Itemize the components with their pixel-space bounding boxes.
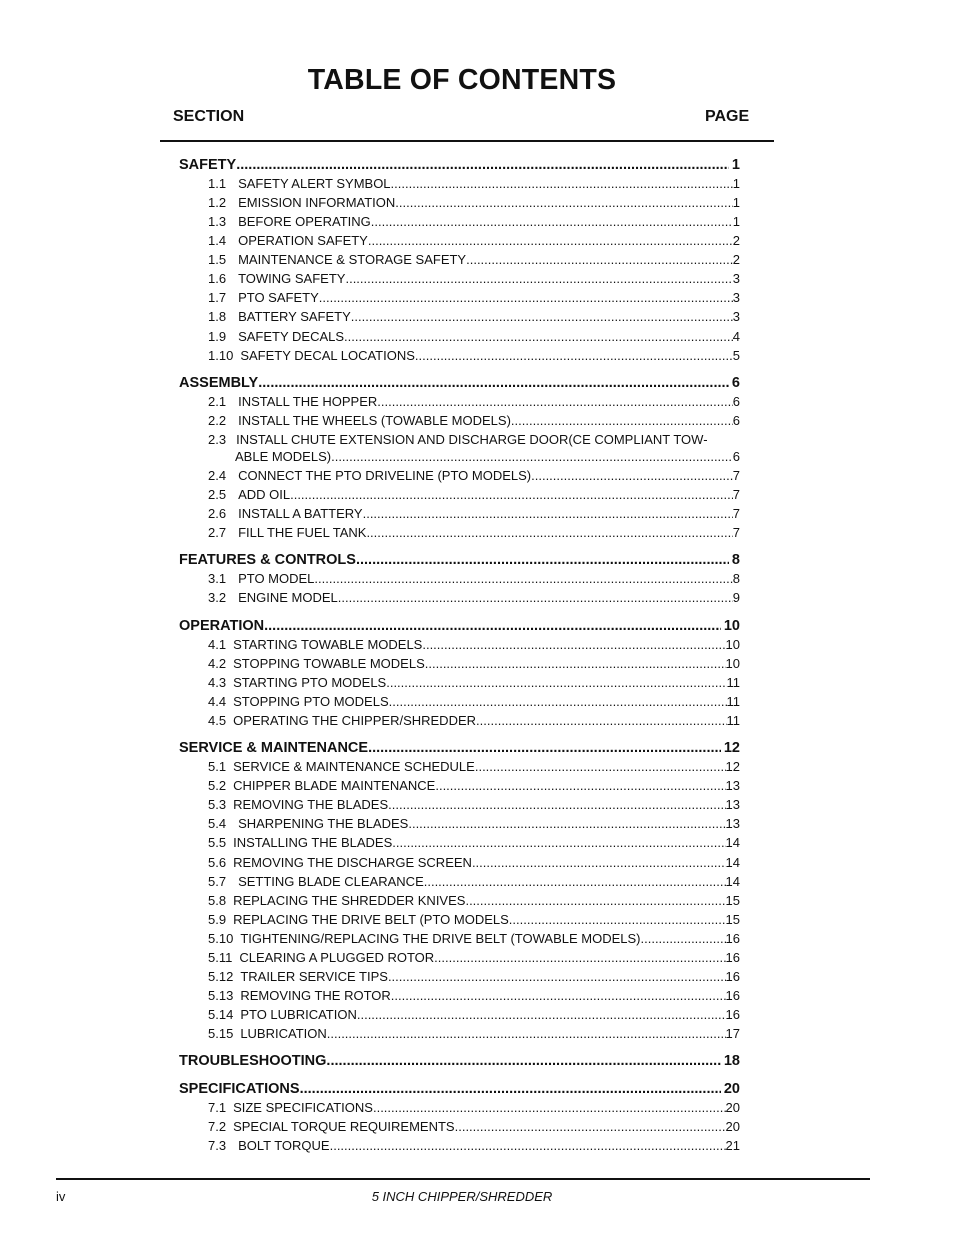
toc-subsection-entry[interactable] [208,589,740,606]
toc-section-entry[interactable] [179,739,740,757]
toc-entry-page: 20 [725,1100,740,1115]
toc-entry-page: 16 [725,1007,740,1022]
toc-entry-title: SAFETY ALERT SYMBOL [238,176,391,191]
toc-entry-title: CLEARING A PLUGGED ROTOR [239,950,435,965]
page-column-header: PAGE [705,108,750,125]
toc-entry-page: 16 [725,950,740,965]
toc-entry-title: TOWING SAFETY [238,271,346,286]
toc-entry-number: 1.8 [208,309,227,324]
toc-entry-number: 1.5 [208,252,227,267]
toc-entry-number: 2.2 [208,413,227,428]
dot-leader [236,156,729,174]
toc-entry-title: LUBRICATION [240,1026,327,1041]
toc-entry-title: FEATURES & CONTROLS [179,552,356,568]
toc-entry-title: CHIPPER BLADE MAINTENANCE [233,778,436,793]
dot-leader [425,655,726,672]
toc-subsection-entry[interactable] [208,1137,740,1154]
dot-leader [356,551,729,569]
toc-entry-page: 5 [732,348,740,363]
toc-entry-number: 1.7 [208,290,227,305]
dot-leader [408,815,725,832]
footer-page-number: iv [56,1189,66,1204]
toc-entry-title: EMISSION INFORMATION [238,195,396,210]
toc-subsection-entry[interactable] [208,777,740,794]
toc-subsection-entry[interactable] [208,505,740,522]
toc-entry-page: 10 [725,656,740,671]
toc-subsection-entry[interactable] [208,347,740,364]
toc-entry-title: REMOVING THE BLADES [233,797,389,812]
toc-entry-number: 4.4 [208,694,227,709]
toc-entry-number: 7.2 [208,1119,227,1134]
toc-subsection-entry[interactable] [208,693,740,710]
toc-entry-number: 5.8 [208,893,227,908]
toc-entry-number: 3.1 [208,571,227,586]
toc-entry-title: SAFETY DECALS [238,329,345,344]
toc-entry-number: 2.5 [208,487,227,502]
dot-leader [392,834,725,851]
toc-entry-page: 1 [732,176,740,191]
toc-entry-number: 5.14 [208,1007,234,1022]
toc-subsection-entry[interactable] [208,1099,740,1116]
toc-subsection-entry-continued[interactable] [235,448,740,465]
toc-entry-page: 4 [732,329,740,344]
toc-entry-number: 4.1 [208,637,227,652]
toc-entry-page: 20 [723,1081,740,1097]
toc-entry-title: TROUBLESHOOTING [179,1053,327,1069]
toc-entry-title: MAINTENANCE & STORAGE SAFETY [238,252,467,267]
dot-leader [386,674,726,691]
toc-entry-page: 14 [725,835,740,850]
toc-entry-number: 7.3 [208,1138,227,1153]
footer-divider [56,1178,870,1180]
dot-leader [326,1052,720,1070]
toc-entry-number: 4.2 [208,656,227,671]
toc-subsection-entry[interactable] [208,758,740,775]
toc-subsection-entry[interactable] [208,431,740,448]
toc-entry-number: 5.4 [208,816,227,831]
toc-entry-page: 11 [726,694,740,709]
toc-entry-title: SERVICE & MAINTENANCE SCHEDULE [233,759,475,774]
toc-entry-page: 13 [725,778,740,793]
toc-section-entry[interactable] [179,1052,740,1070]
dot-leader [415,347,733,364]
toc-entry-title: INSTALLING THE BLADES [233,835,393,850]
toc-subsection-entry[interactable] [208,486,740,503]
dot-leader [434,949,725,966]
toc-entry-page: 12 [723,740,740,756]
toc-entry-page: 14 [725,874,740,889]
toc-subsection-entry[interactable] [208,854,740,871]
dot-leader [466,251,733,268]
dot-leader [258,374,729,392]
dot-leader [338,589,733,606]
toc-subsection-entry[interactable] [208,1006,740,1023]
toc-section-entry[interactable] [179,1080,740,1098]
footer-document-title: 5 INCH CHIPPER/SHREDDER [371,1189,553,1204]
toc-entry-page: 21 [725,1138,740,1153]
toc-entry-page: 16 [725,969,740,984]
dot-leader [391,175,733,192]
toc-subsection-entry[interactable] [208,674,740,691]
dot-leader [373,1099,726,1116]
dot-leader [475,758,726,775]
toc-entry-page: 16 [725,931,740,946]
toc-subsection-entry[interactable] [208,308,740,325]
toc-entry-title: PTO SAFETY [238,290,319,305]
dot-leader [424,873,726,890]
toc-subsection-entry[interactable] [208,873,740,890]
toc-entry-title: TIGHTENING/REPLACING THE DRIVE BELT (TOWABLE MODELS) [240,931,641,946]
dot-leader [368,232,733,249]
toc-subsection-entry[interactable] [208,213,740,230]
toc-entry-number: 1.2 [208,195,227,210]
toc-entry-page: 13 [725,816,740,831]
toc-entry-page: 8 [731,552,740,568]
toc-subsection-entry[interactable] [208,987,740,1004]
toc-entry-title: REPLACING THE DRIVE BELT (PTO MODELS [233,912,509,927]
toc-entry-title: REPLACING THE SHREDDER KNIVES [233,893,466,908]
toc-entry-title: OPERATION SAFETY [238,233,368,248]
toc-subsection-entry[interactable] [208,1118,740,1135]
toc-subsection-entry[interactable] [208,655,740,672]
toc-entry-title: SPECIFICATIONS [179,1081,300,1097]
toc-entry-number: 5.6 [208,855,227,870]
toc-entry-number: 1.3 [208,214,227,229]
toc-entry-title: ASSEMBLY [179,375,259,391]
toc-entry-page: 10 [723,618,740,634]
toc-subsection-entry[interactable] [208,393,740,410]
toc-subsection-entry[interactable] [208,270,740,287]
toc-subsection-entry[interactable] [208,892,740,909]
dot-leader [395,194,732,211]
toc-subsection-entry[interactable] [208,467,740,484]
toc-entry-page: 2 [732,252,740,267]
toc-entry-page: 7 [732,487,740,502]
dot-leader [345,270,732,287]
toc-entry-number: 5.2 [208,778,227,793]
toc-subsection-entry[interactable] [208,194,740,211]
dot-leader [327,1025,726,1042]
toc-entry-title: FILL THE FUEL TANK [238,525,367,540]
toc-subsection-entry[interactable] [208,911,740,928]
toc-entry-page: 6 [732,413,740,428]
dot-leader [422,636,725,653]
toc-entry-number: 5.12 [208,969,234,984]
dot-leader [455,1118,726,1135]
toc-entry-page: 15 [725,912,740,927]
toc-entry-number: 2.6 [208,506,227,521]
toc-entry-title: OPERATING THE CHIPPER/SHREDDER [233,713,477,728]
toc-entry-number: 1.6 [208,271,227,286]
toc-entry-page: 18 [723,1053,740,1069]
toc-entry-page: 2 [732,233,740,248]
toc-entry-number: 5.11 [208,950,233,965]
dot-leader [465,892,725,909]
toc-entry-page: 9 [732,590,740,605]
toc-entry-number: 5.1 [208,759,227,774]
toc-entry-number: 2.1 [208,394,227,409]
toc-entry-page: 3 [732,309,740,324]
toc-subsection-entry[interactable] [208,412,740,429]
section-column-header: SECTION [173,108,245,125]
page-title: TABLE OF CONTENTS [307,64,617,96]
toc-subsection-entry[interactable] [208,636,740,653]
dot-leader [290,486,733,503]
dot-leader [319,289,733,306]
toc-entry-number: 2.7 [208,525,227,540]
toc-entry-title: STOPPING PTO MODELS [233,694,389,709]
toc-entry-page: 3 [732,290,740,305]
toc-subsection-entry[interactable] [208,570,740,587]
toc-entry-title: CONNECT THE PTO DRIVELINE (PTO MODELS) [238,468,532,483]
toc-entry-number: 5.15 [208,1026,234,1041]
toc-entry-title: INSTALL CHUTE EXTENSION AND DISCHARGE DOOR(CE COMPLIANT TOW- [236,432,708,447]
toc-subsection-entry[interactable] [208,524,740,541]
toc-entry-number: 2.4 [208,468,227,483]
dot-leader [476,712,726,729]
toc-entry-page: 10 [725,637,740,652]
toc-entry-number: 5.13 [208,988,234,1003]
toc-subsection-entry[interactable] [208,930,740,947]
toc-entry-page: 13 [725,797,740,812]
toc-entry-number: 2.3 [208,432,227,447]
dot-leader [389,693,727,710]
toc-subsection-entry[interactable] [208,968,740,985]
toc-entry-title: ENGINE MODEL [238,590,338,605]
toc-entry-title: SIZE SPECIFICATIONS [233,1100,373,1115]
dot-leader [264,617,721,635]
toc-entry-title: BEFORE OPERATING [238,214,371,229]
toc-section-entry[interactable] [179,617,740,635]
toc-entry-page: 20 [725,1119,740,1134]
toc-subsection-entry[interactable] [208,796,740,813]
toc-entry-page: 1 [732,214,740,229]
toc-entry-number: 5.7 [208,874,227,889]
dot-leader [344,328,733,345]
toc-entry-page: 12 [725,759,740,774]
toc-entry-title: OPERATION [179,618,265,634]
toc-subsection-entry[interactable] [208,834,740,851]
toc-section-entry[interactable] [179,551,740,569]
toc-entry-page: 11 [726,713,740,728]
toc-subsection-entry[interactable] [208,175,740,192]
toc-subsection-entry[interactable] [208,712,740,729]
dot-leader [363,505,733,522]
toc-entry-title: STARTING TOWABLE MODELS [233,637,423,652]
toc-subsection-entry[interactable] [208,251,740,268]
toc-subsection-entry[interactable] [208,328,740,345]
toc-entry-page: 15 [725,893,740,908]
toc-entry-title: BOLT TORQUE [238,1138,330,1153]
toc-entry-page: 6 [731,375,740,391]
dot-leader [330,1137,726,1154]
dot-leader [641,930,726,947]
dot-leader [377,393,733,410]
toc-subsection-entry[interactable] [208,949,740,966]
toc-entry-page: 6 [732,394,740,409]
dot-leader [331,448,733,465]
toc-entry-title: PTO LUBRICATION [240,1007,357,1022]
toc-entry-title: PTO MODEL [238,571,315,586]
toc-section-entry[interactable] [179,374,740,392]
toc-entry-number: 1.10 [208,348,234,363]
toc-subsection-entry[interactable] [208,289,740,306]
toc-entry-number: 7.1 [208,1100,227,1115]
toc-entry-number: 4.5 [208,713,227,728]
dot-leader [351,308,733,325]
toc-entry-page: 7 [732,506,740,521]
dot-leader [472,854,726,871]
toc-entry-title-continued: ABLE MODELS) [235,449,332,464]
toc-entry-title: REMOVING THE DISCHARGE SCREEN [233,855,472,870]
dot-leader [368,739,721,757]
toc-entry-title: SAFETY [179,157,237,173]
toc-entry-title: BATTERY SAFETY [238,309,351,324]
toc-entry-title: ADD OIL [238,487,291,502]
toc-entry-title: SAFETY DECAL LOCATIONS [240,348,415,363]
toc-entry-title: REMOVING THE ROTOR [240,988,391,1003]
dot-leader [371,213,733,230]
toc-entry-page: 8 [732,571,740,586]
toc-entry-page: 7 [732,468,740,483]
toc-entry-number: 1.4 [208,233,227,248]
toc-entry-title: SERVICE & MAINTENANCE [179,740,369,756]
toc-entry-page: 6 [732,449,740,464]
toc-entry-page: 1 [732,195,740,210]
toc-entry-page: 17 [725,1026,740,1041]
toc-entry-number: 5.5 [208,835,227,850]
dot-leader [388,796,725,813]
dot-leader [300,1080,721,1098]
toc-entry-page: 1 [731,157,740,173]
dot-leader [435,777,725,794]
toc-entry-title: INSTALL THE WHEELS (TOWABLE MODELS) [238,413,511,428]
toc-entry-number: 5.10 [208,931,234,946]
toc-entry-title: STARTING PTO MODELS [233,675,387,690]
toc-entry-number: 5.9 [208,912,227,927]
toc-entry-title: SPECIAL TORQUE REQUIREMENTS [233,1119,455,1134]
toc-entry-page: 3 [732,271,740,286]
dot-leader [511,412,733,429]
toc-subsection-entry[interactable] [208,232,740,249]
toc-entry-number: 4.3 [208,675,227,690]
toc-entry-title: INSTALL A BATTERY [238,506,363,521]
toc-entry-title: SETTING BLADE CLEARANCE [238,874,424,889]
toc-entry-title: SHARPENING THE BLADES [238,816,409,831]
dot-leader [391,987,726,1004]
toc-entry-page: 16 [725,988,740,1003]
toc-entry-number: 3.2 [208,590,227,605]
toc-section-entry[interactable] [179,156,740,174]
toc-entry-title: TRAILER SERVICE TIPS [240,969,388,984]
toc-entry-title: INSTALL THE HOPPER [238,394,378,409]
dot-leader [388,968,726,985]
toc-entry-number: 1.9 [208,329,227,344]
dot-leader [357,1006,726,1023]
toc-entry-page: 11 [726,675,740,690]
dot-leader [509,911,726,928]
dot-leader [366,524,732,541]
toc-entry-title: STOPPING TOWABLE MODELS [233,656,425,671]
toc-subsection-entry[interactable] [208,815,740,832]
toc-subsection-entry[interactable] [208,1025,740,1042]
toc-entry-page: 7 [732,525,740,540]
toc-entry-page: 14 [725,855,740,870]
dot-leader [314,570,732,587]
toc-entry-number: 5.3 [208,797,227,812]
dot-leader [531,467,733,484]
toc-entry-number: 1.1 [208,176,227,191]
